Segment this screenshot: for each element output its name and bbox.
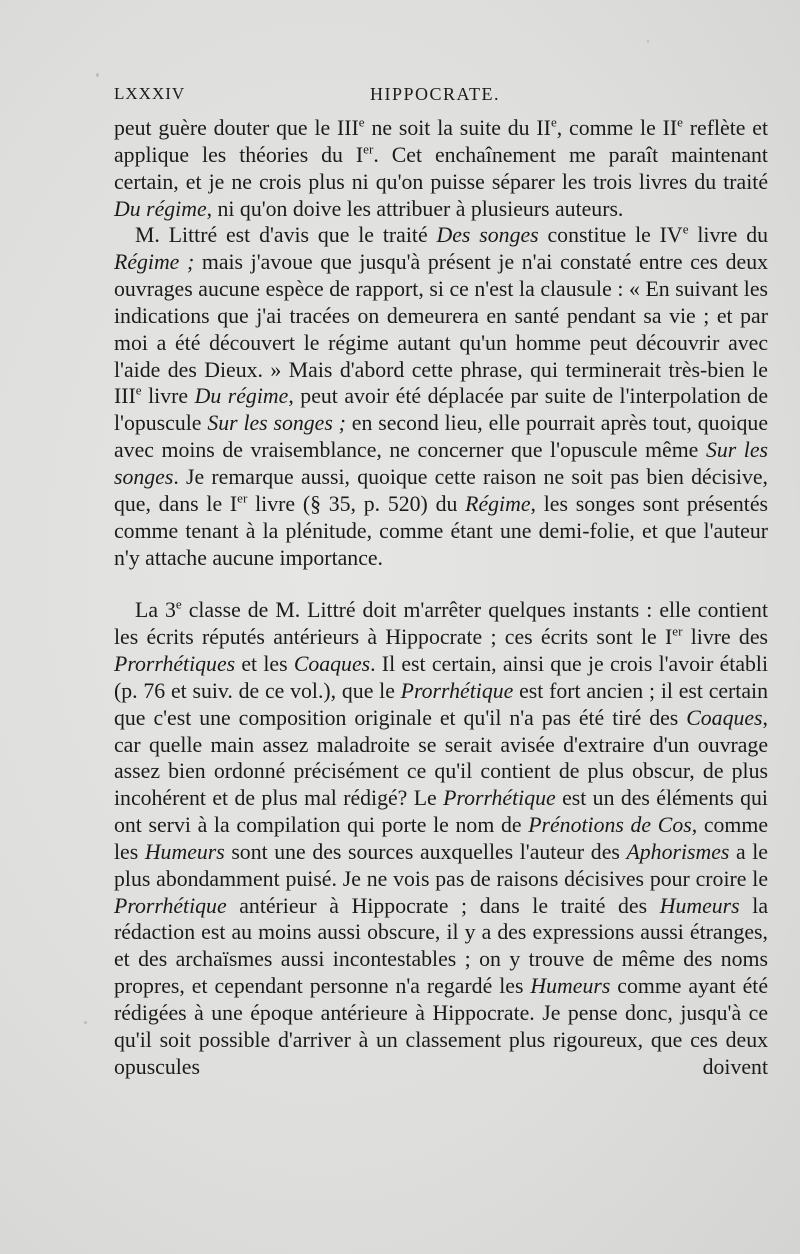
italic-title: Prorrhétique xyxy=(114,893,227,918)
running-title: HIPPOCRATE. xyxy=(370,84,501,104)
text-run: livre des xyxy=(682,625,768,650)
text-run: comme ayant été rédigées à une époque antérieure à Hippocrate. Je pense donc, jusqu'à ce qu'il soit possible d'arriver à un classement plus rigoureux, que ces deux opuscules doivent xyxy=(114,974,768,1079)
text-run: est fort ancien ; il est certain que c'est une composition originale et qu'il n'a pas été tiré des xyxy=(114,678,768,730)
italic-title: Humeurs xyxy=(530,974,611,999)
superscript-text: e xyxy=(677,114,683,130)
superscript-text: e xyxy=(135,383,142,399)
text-run: sont une des sources auxquelles l'auteur des xyxy=(224,839,627,864)
italic-title: Coaques xyxy=(293,652,371,677)
text-run: , les songes sont présentés comme tenant à la plénitude, comme étant une demi-folie, et que l'auteur n'y attache aucune importance. xyxy=(114,491,769,570)
text-run: . Je remarque aussi, quoique cette raison ne soit pas bien décisive, que, dans le I xyxy=(114,464,768,516)
italic-title: Du régime xyxy=(194,384,289,409)
superscript-text: er xyxy=(237,490,248,506)
text-run: en second lieu, elle pourrait après tout, quoique avec moins de vraisemblance, ne concerner que l'opuscule même xyxy=(114,411,768,463)
text-run: , comme les xyxy=(114,813,768,864)
paragraph-continuation xyxy=(114,115,768,222)
text-run: M. Littré est d'avis que le traité xyxy=(135,223,437,248)
italic-title: Régime xyxy=(465,491,531,516)
text-run: ne soit la suite du II xyxy=(364,116,551,140)
text-run: est un des éléments qui ont servi à la compilation qui porte le nom de xyxy=(114,786,768,838)
italic-title: Prorrhétique xyxy=(400,678,514,703)
superscript-text: e xyxy=(175,597,182,613)
superscript-text: er xyxy=(672,623,683,639)
italic-title: Régime ; xyxy=(114,250,195,275)
italic-title: Sur les songes ; xyxy=(207,411,346,436)
italic-title: Du régime xyxy=(114,196,207,221)
italic-title: Prorrhétique xyxy=(443,786,556,811)
text-run: classe de M. Littré doit m'arrêter quelques instants : elle contient les écrits réputés antérieurs à Hippocrate ; ces écrits sont le I xyxy=(114,598,768,650)
text-run: . Cet enchaînement me paraît maintenant certain, et je ne crois plus ni qu'on puisse séparer les trois livres du traité xyxy=(114,142,768,194)
text-run: , peut avoir été déplacée par suite de l'interpolation de l'opuscule xyxy=(114,384,768,436)
italic-title: Prénotions de Cos xyxy=(528,813,692,838)
superscript-text: e xyxy=(682,222,689,238)
superscript-text: er xyxy=(363,141,374,157)
paragraph-songes xyxy=(114,222,768,571)
italic-title: Humeurs xyxy=(144,839,225,864)
text-run: constitue le IV xyxy=(538,223,683,248)
text-run: mais j'avoue que jusqu'à présent je n'ai constaté entre ces deux ouvrages aucune espèce de rapport, si ce n'est la clausule : « En suivant les indications que j'ai tracées on demeurera en santé pendant sa vie ; et par moi a été découvert le régime autant qu'un homme peut découvrir avec l'aide des Dieux. » Mais d'abord cette phrase, qui terminerait très-bien le III xyxy=(114,250,768,409)
text-run: , ni qu'on doive les attribuer à plusieurs auteurs. xyxy=(206,196,624,221)
italic-title: Humeurs xyxy=(659,893,740,918)
superscript-text: e xyxy=(550,114,557,130)
text-run: antérieur à Hippocrate ; dans le traité des xyxy=(226,893,660,918)
text-run: livre xyxy=(141,384,195,409)
text-run: a le plus abondamment puisé. Je ne vois pas de raisons décisives pour croire le xyxy=(114,839,768,891)
superscript-text: e xyxy=(358,114,365,130)
text-run: La 3 xyxy=(135,598,176,623)
text-run: livre (§ 35, p. 520) du xyxy=(247,491,466,516)
italic-title: Sur les songes xyxy=(114,438,769,489)
text-run: . Il est certain, ainsi que je crois l'avoir établi (p. 76 et suiv. de ce vol.), que le xyxy=(114,652,769,703)
text-run: livre du xyxy=(688,223,768,248)
paragraph-third-class xyxy=(114,597,768,1080)
text-run: , car quelle main assez maladroite se serait avisée d'extraire d'un ouvrage assez bien ordonné précisément ce qu'il contient de plus obscur, de plus incohérent et de plus mal rédigé? Le xyxy=(114,705,768,811)
text-run: peut guère douter que le III xyxy=(114,116,359,140)
text-run: la rédaction est au moins aussi obscure, il y a des expressions aussi étranges, et des archaïsmes aussi incontestables ; on y trouve de même des noms propres, et cependant personne n'a regardé les xyxy=(114,893,768,999)
text-run: reflète et applique les théories du I xyxy=(114,116,768,167)
italic-title: Aphorismes xyxy=(626,839,730,864)
text-run: , comme le II xyxy=(556,116,678,140)
text-run: et les xyxy=(235,652,294,677)
italic-title: Coaques xyxy=(686,705,763,730)
page-header xyxy=(114,84,768,112)
page-number: LXXXIV xyxy=(114,84,186,103)
italic-title: Prorrhétiques xyxy=(114,652,236,677)
body-text xyxy=(114,115,768,1081)
paper-speck xyxy=(84,1021,87,1024)
italic-title: Des songes xyxy=(436,223,539,248)
paper-speck xyxy=(96,73,99,77)
paper-speck xyxy=(647,40,649,43)
